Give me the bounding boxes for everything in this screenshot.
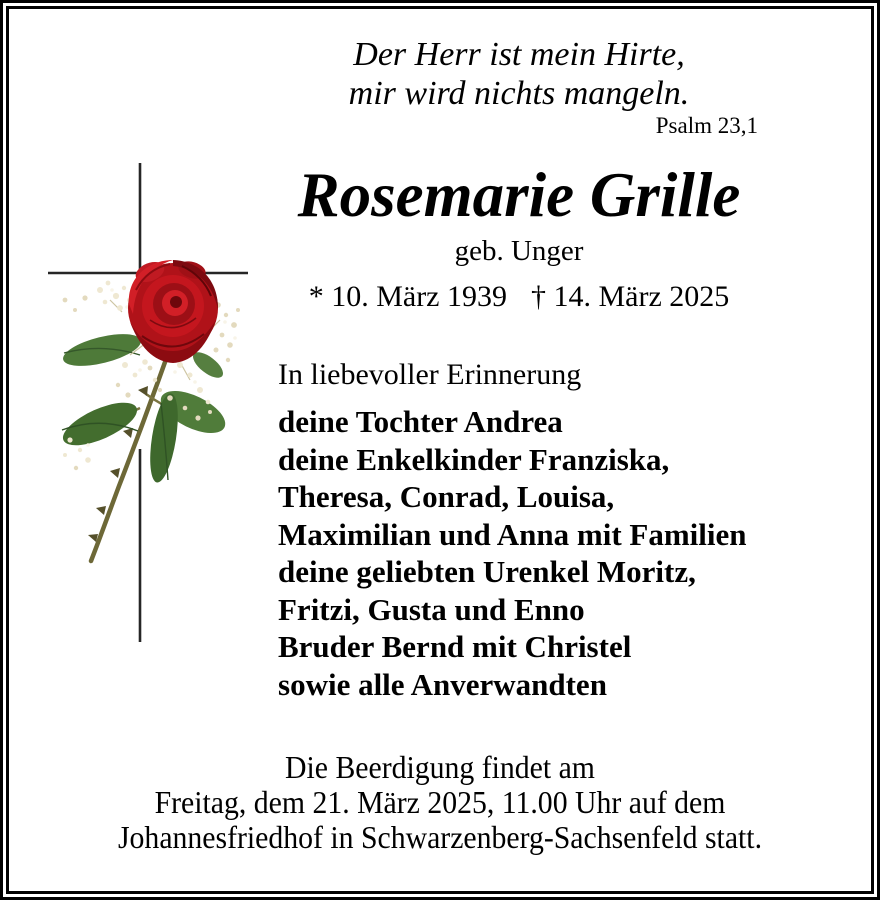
quote-attribution: Psalm 23,1	[655, 113, 758, 138]
maiden-name: geb. Unger	[454, 235, 584, 267]
birth-date: * 10. März 1939	[308, 280, 507, 313]
text-column	[278, 35, 760, 703]
mourner-line: deine Tochter Andrea	[278, 404, 563, 439]
mourner-line: sowie alle Anverwandten	[278, 666, 607, 702]
quote-line-1: Der Herr ist mein Hirte,	[353, 36, 685, 73]
deceased-name: Rosemarie Grille	[297, 160, 741, 230]
funeral-line-1: Die Beerdigung findet am	[285, 749, 595, 785]
mourners-list	[278, 403, 760, 703]
funeral-line-3: Johannesfriedhof in Schwarzenberg-Sachsenfeld statt.	[117, 819, 763, 855]
mourner-line: Maximilian und Anna mit Familien	[278, 516, 747, 552]
mourner-line: deine Enkelkinder Franziska,	[278, 441, 670, 477]
death-date: † 14. März 2025	[531, 280, 730, 313]
rose-cross-artwork	[30, 150, 260, 650]
funeral-line-2: Freitag, dem 21. März 2025, 11.00 Uhr auf dem	[154, 784, 726, 820]
mourner-line: Fritzi, Gusta und Enno	[278, 591, 585, 627]
quote-line-2: mir wird nichts mangeln.	[348, 75, 690, 112]
mourner-line: Bruder Bernd mit Christel	[278, 629, 632, 664]
memorial-intro: In liebevoller Erinnerung	[278, 358, 582, 391]
life-dates	[278, 279, 760, 314]
funeral-info	[31, 750, 849, 855]
mourner-line: Theresa, Conrad, Louisa,	[278, 479, 615, 514]
scripture-quote	[278, 35, 760, 113]
mourner-line: deine geliebten Urenkel Moritz,	[278, 554, 696, 589]
